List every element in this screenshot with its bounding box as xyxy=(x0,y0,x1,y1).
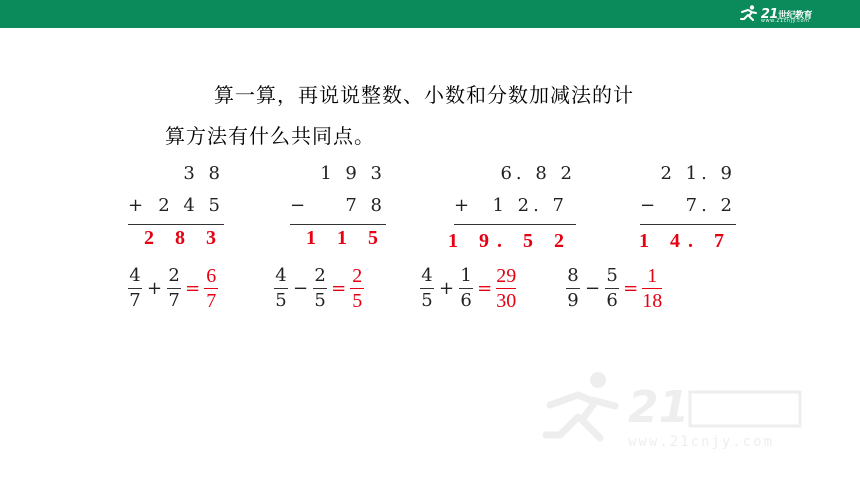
plus-sign: + xyxy=(439,278,455,299)
calc-underline xyxy=(290,224,386,225)
header-bar xyxy=(0,0,860,28)
calc-underline xyxy=(640,224,736,225)
fraction xyxy=(167,266,181,311)
runner-icon xyxy=(739,4,759,24)
numerator: 6 xyxy=(206,265,217,287)
calc-top-number: 3 8 xyxy=(183,163,224,184)
svg-text:21: 21 xyxy=(628,382,690,433)
fraction-bar xyxy=(496,288,516,289)
calc-bottom-number: 7 8 xyxy=(345,195,386,216)
vertical-calc-3 xyxy=(448,163,576,255)
numerator: 2 xyxy=(352,265,363,287)
fraction xyxy=(274,266,288,311)
calc-answer: 1 1 5 xyxy=(306,227,386,249)
denominator: 5 xyxy=(421,290,433,311)
brand-logo xyxy=(739,3,812,25)
plus-sign: + xyxy=(147,278,163,299)
calc-underline xyxy=(454,224,576,225)
fraction-bar xyxy=(605,288,619,289)
numerator: 1 xyxy=(460,265,472,286)
denominator: 18 xyxy=(642,290,663,312)
numerator: 2 xyxy=(168,265,180,286)
vertical-calc-1 xyxy=(128,163,224,253)
equals-sign: = xyxy=(623,278,639,299)
denominator: 30 xyxy=(496,290,517,312)
fraction xyxy=(313,266,327,311)
fraction-bar xyxy=(566,288,580,289)
numerator: 29 xyxy=(496,265,517,287)
watermark-logo xyxy=(540,370,810,454)
brand-text: 21世纪教育 xyxy=(760,6,812,22)
calc-bottom-number: 1 2. 7 xyxy=(492,195,568,216)
brand-url: www.21cnjy.com xyxy=(760,18,810,24)
question-line-2: 算方法有什么共同点。 xyxy=(165,124,375,148)
calc-bottom-number: 7. 2 xyxy=(685,195,736,216)
calc-answer: 2 8 3 xyxy=(144,227,224,249)
denominator: 5 xyxy=(314,290,326,311)
denominator: 9 xyxy=(567,290,579,311)
numerator: 4 xyxy=(129,265,141,286)
numerator: 4 xyxy=(421,265,433,286)
numerator: 2 xyxy=(314,265,326,286)
fraction-calc-1 xyxy=(126,266,220,311)
minus-sign: − xyxy=(293,278,309,299)
fraction-bar xyxy=(204,288,218,289)
denominator: 5 xyxy=(352,290,363,312)
calc-top-number: 1 9 3 xyxy=(320,163,386,184)
fraction-calc-4 xyxy=(564,266,664,311)
denominator: 7 xyxy=(206,290,217,312)
denominator: 7 xyxy=(168,290,180,311)
equals-sign: = xyxy=(477,278,493,299)
numerator: 8 xyxy=(567,265,579,286)
fraction xyxy=(566,266,580,311)
answer-fraction xyxy=(642,266,662,311)
fraction-calc-3 xyxy=(418,266,518,311)
fraction xyxy=(420,266,434,311)
fraction-bar xyxy=(274,288,288,289)
fraction-bar xyxy=(459,288,473,289)
numerator: 4 xyxy=(275,265,287,286)
denominator: 6 xyxy=(606,290,618,311)
denominator: 5 xyxy=(275,290,287,311)
fraction-bar xyxy=(642,288,662,289)
minus-sign: − xyxy=(290,195,306,216)
plus-sign: + xyxy=(128,195,144,216)
vertical-calc-4 xyxy=(640,163,736,255)
calc-answer: 1 9. 5 2 xyxy=(448,230,572,252)
fraction-bar xyxy=(313,288,327,289)
denominator: 7 xyxy=(129,290,141,311)
calc-top-number: 2 1. 9 xyxy=(660,163,736,184)
fraction xyxy=(605,266,619,311)
plus-sign: + xyxy=(454,195,470,216)
calc-bottom-number: 2 4 5 xyxy=(158,195,224,216)
question-line-1: 算一算，再说说整数、小数和分数加减法的计 xyxy=(214,83,634,107)
answer-fraction xyxy=(204,266,218,311)
fraction xyxy=(459,266,473,311)
fraction-bar xyxy=(167,288,181,289)
numerator: 1 xyxy=(647,265,658,287)
svg-text:www.21cnjy.com: www.21cnjy.com xyxy=(628,434,775,450)
calc-answer: 1 4. 7 xyxy=(639,230,732,252)
calc-top-number: 6. 8 2 xyxy=(500,163,576,184)
fraction-calc-2 xyxy=(272,266,366,311)
calc-underline xyxy=(128,224,224,225)
fraction-bar xyxy=(420,288,434,289)
fraction-bar xyxy=(128,288,142,289)
answer-fraction xyxy=(350,266,364,311)
vertical-calc-2 xyxy=(290,163,386,253)
numerator: 5 xyxy=(606,265,618,286)
minus-sign: − xyxy=(585,278,601,299)
minus-sign: − xyxy=(640,195,656,216)
fraction-bar xyxy=(350,288,364,289)
equals-sign: = xyxy=(185,278,201,299)
equals-sign: = xyxy=(331,278,347,299)
answer-fraction xyxy=(496,266,516,311)
denominator: 6 xyxy=(460,290,472,311)
fraction xyxy=(128,266,142,311)
